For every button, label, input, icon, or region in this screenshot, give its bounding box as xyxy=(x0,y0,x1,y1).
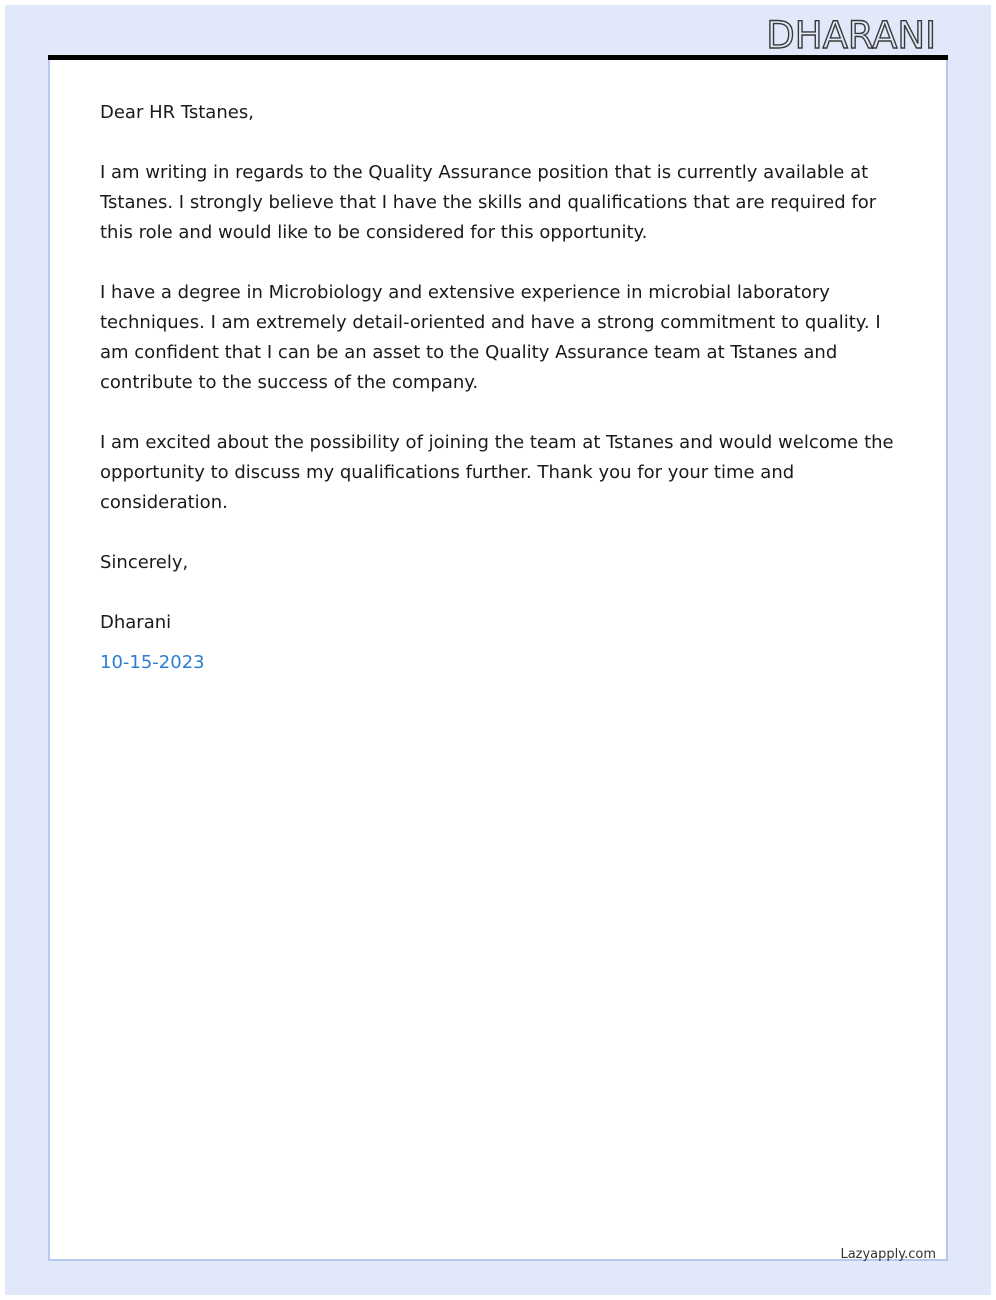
signature: Dharani xyxy=(100,612,172,633)
cover-letter-body xyxy=(100,98,900,708)
letter-date: 10-15-2023 xyxy=(100,652,205,673)
header-name: DHARANI xyxy=(766,14,936,57)
closing: Sincerely, xyxy=(100,552,189,573)
paragraph-2: I have a degree in Microbiology and extensive experience in microbial laboratory techniques. I am extremely detail-oriented and have a strong commitment to quality. I am confident that I can be an asset to the Quality Assurance team at Tstanes and contribute to the success of the company. xyxy=(100,282,881,393)
paragraph-1: I am writing in regards to the Quality Assurance position that is currently available at Tstanes. I strongly believe that I have the skills and qualifications that are required for this role and would like to be considered for this opportunity. xyxy=(100,162,877,243)
footer-credit: Lazyapply.com xyxy=(840,1247,936,1262)
salutation: Dear HR Tstanes, xyxy=(100,102,254,123)
paragraph-3: I am excited about the possibility of joining the team at Tstanes and would welcome the opportunity to discuss my qualifications further. Thank you for your time and consideration. xyxy=(100,432,894,513)
